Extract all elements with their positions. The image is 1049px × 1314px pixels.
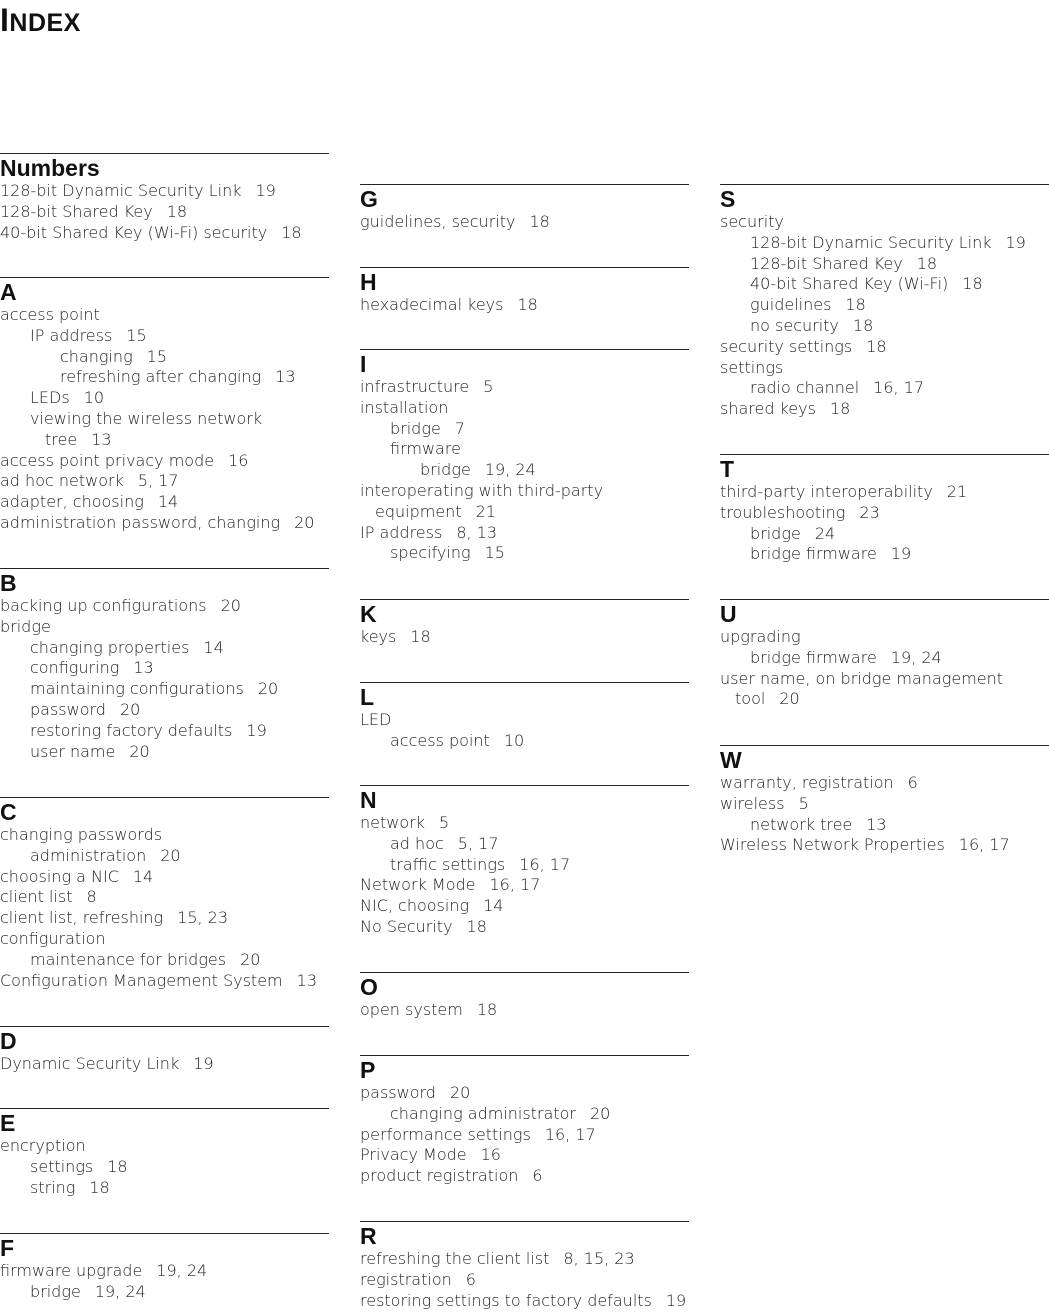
entry-term: firmware — [390, 439, 461, 459]
entry-pages: 6 — [907, 773, 918, 792]
index-entry — [360, 627, 689, 648]
index-entry — [360, 1249, 689, 1270]
index-entry — [720, 212, 1049, 233]
entry-term: NIC, choosing — [360, 896, 470, 916]
entry-term: bridge — [390, 418, 441, 438]
entry-term: bridge — [30, 1281, 81, 1301]
section-letter: I — [360, 351, 367, 377]
index-entry — [360, 813, 689, 834]
index-entry — [0, 388, 329, 409]
entry-term-continued: tree — [45, 429, 78, 449]
index-entry — [360, 731, 689, 752]
section-letter: A — [0, 279, 17, 305]
entry-term: changing — [60, 346, 133, 366]
entry-pages: 20 — [240, 949, 261, 969]
index-entry — [720, 316, 1049, 337]
index-entry — [360, 439, 689, 460]
index-entry — [720, 524, 1049, 545]
index-entry — [360, 1104, 689, 1125]
index-entry — [720, 815, 1049, 836]
entry-term: guidelines, security — [360, 212, 516, 231]
index-entry — [720, 835, 1049, 856]
index-entry — [0, 929, 329, 950]
entry-term-continued: tool — [735, 689, 766, 709]
index-entry — [360, 377, 689, 398]
index-entry — [0, 471, 329, 492]
section-letter: G — [360, 186, 378, 212]
entry-term: Dynamic Security Link — [0, 1054, 180, 1073]
section-letter: Numbers — [0, 155, 100, 181]
entry-term: third-party interoperability — [720, 482, 933, 501]
entry-pages: 20 — [129, 741, 150, 761]
index-section — [720, 745, 1049, 856]
entry-pages: 16, 17 — [958, 835, 1010, 855]
entry-pages: 10 — [503, 730, 525, 750]
entry-pages: 18 — [517, 295, 538, 314]
entry-term: security — [720, 212, 784, 231]
entry-pages: 15 — [146, 346, 168, 366]
entry-pages: 20 — [589, 1103, 611, 1123]
index-entry — [0, 638, 329, 659]
entry-term: shared keys — [720, 399, 816, 419]
entry-term: 40-bit Shared Key (Wi-Fi) — [750, 274, 949, 294]
section-letter: L — [360, 684, 375, 710]
index-entry — [0, 679, 329, 700]
entry-pages: 21 — [946, 482, 968, 501]
index-entry — [360, 212, 689, 233]
index-section — [360, 1221, 689, 1311]
index-entry — [0, 658, 329, 679]
entry-pages: 7 — [454, 418, 465, 438]
index-entry — [360, 710, 689, 731]
index-entry — [0, 887, 329, 908]
entry-term: Privacy Mode — [360, 1145, 467, 1165]
entry-pages: 18 — [466, 916, 487, 936]
index-entry — [720, 233, 1049, 254]
index-entry — [360, 1270, 689, 1291]
index-section — [0, 797, 329, 991]
entry-term: security settings — [720, 336, 853, 356]
entry-term: IP address — [30, 325, 113, 345]
index-section — [720, 184, 1049, 420]
index-entry — [360, 1291, 689, 1312]
entry-term: network tree — [750, 814, 853, 834]
index-entry — [720, 794, 1049, 815]
index-entry — [360, 481, 689, 523]
index-entry — [360, 460, 689, 481]
section-letter: W — [720, 747, 742, 773]
entry-term: bridge — [420, 460, 471, 480]
entry-term: traffic settings — [390, 854, 506, 874]
index-entry — [0, 223, 329, 244]
entry-pages: 5 — [798, 793, 809, 813]
entry-term: firmware upgrade — [0, 1261, 143, 1280]
entry-term: adapter, choosing — [0, 492, 144, 512]
entry-term: settings — [30, 1156, 94, 1176]
index-entry — [0, 950, 329, 971]
index-section — [360, 349, 689, 564]
entry-pages: 19 — [255, 181, 276, 200]
index-entry — [720, 669, 1049, 711]
entry-pages: 5 — [438, 813, 450, 832]
entry-term: wireless — [720, 793, 785, 813]
entry-term: Configuration Management System — [0, 970, 283, 990]
index-entry — [0, 1178, 329, 1199]
index-section — [360, 682, 689, 752]
entry-term: refreshing the client list — [360, 1249, 550, 1268]
index-entry — [360, 896, 689, 917]
section-letter: E — [0, 1110, 16, 1136]
entry-term: administration password, changing — [0, 512, 281, 532]
entry-pages: 20 — [294, 512, 315, 532]
entry-pages: 14 — [157, 492, 179, 512]
index-entry — [0, 492, 329, 513]
entry-term: viewing the wireless network — [30, 408, 263, 428]
index-entry — [360, 855, 689, 876]
page-title — [0, 2, 81, 41]
entry-pages: 16 — [228, 450, 249, 470]
index-entry — [360, 875, 689, 896]
section-letter: H — [360, 269, 377, 295]
index-section — [0, 568, 329, 762]
entry-pages: 19 — [193, 1054, 214, 1073]
entry-pages: 19, 24 — [484, 460, 536, 480]
section-letter: C — [0, 799, 17, 825]
entry-pages: 18 — [410, 627, 431, 646]
entry-term: installation — [360, 397, 449, 417]
entry-term: bridge firmware — [750, 647, 877, 667]
entry-pages: 18 — [852, 315, 874, 335]
entry-pages: 5, 17 — [457, 833, 499, 853]
index-entry — [720, 544, 1049, 565]
index-entry — [720, 274, 1049, 295]
entry-pages: 20 — [257, 679, 279, 699]
entry-term: hexadecimal keys — [360, 295, 504, 314]
entry-pages: 19, 24 — [890, 647, 942, 667]
index-entry — [0, 742, 329, 763]
entry-term: changing administrator — [390, 1103, 576, 1123]
entry-pages: 16, 17 — [519, 854, 571, 874]
index-section — [0, 1233, 329, 1303]
entry-pages: 14 — [483, 896, 504, 916]
index-section — [0, 1026, 329, 1075]
entry-term: open system — [360, 1000, 463, 1019]
index-entry — [360, 1125, 689, 1146]
section-letter: N — [360, 787, 377, 813]
entry-term: product registration — [360, 1166, 519, 1186]
entry-pages: 18 — [107, 1156, 128, 1176]
entry-term: radio channel — [750, 378, 860, 398]
entry-term: client list — [0, 887, 73, 907]
index-entry — [360, 523, 689, 544]
index-section — [0, 1108, 329, 1198]
entry-term: password — [360, 1083, 436, 1102]
entry-term: password — [30, 699, 106, 719]
entry-term: access point privacy mode — [0, 450, 215, 470]
entry-pages: 16 — [480, 1145, 501, 1165]
index-entry — [720, 358, 1049, 379]
title-initial: I — [0, 2, 10, 38]
index-entry — [360, 419, 689, 440]
entry-pages: 14 — [203, 637, 224, 657]
index-section — [0, 277, 329, 534]
entry-pages: 13 — [133, 658, 154, 678]
entry-term: choosing a NIC — [0, 866, 119, 886]
entry-term: restoring factory defaults — [30, 720, 233, 740]
section-letter: B — [0, 570, 17, 596]
index-entry — [0, 1282, 329, 1303]
entry-pages: 14 — [132, 866, 154, 886]
entry-term: backing up configurations — [0, 596, 207, 615]
index-entry — [360, 543, 689, 564]
index-entry — [0, 971, 329, 992]
index-section — [0, 153, 329, 243]
entry-pages: 16, 17 — [873, 378, 925, 398]
index-entry — [0, 700, 329, 721]
entry-term: configuring — [30, 658, 120, 678]
entry-term: IP address — [360, 522, 443, 542]
entry-term: 128-bit Dynamic Security Link — [0, 181, 242, 200]
entry-term: ad hoc network — [0, 471, 124, 491]
entry-term: settings — [720, 357, 784, 377]
entry-pages: 19, 24 — [156, 1261, 208, 1280]
index-entry — [0, 181, 329, 202]
index-entry — [0, 513, 329, 534]
entry-pages: 19 — [890, 544, 912, 564]
index-entry — [0, 326, 329, 347]
title-rest: NDEX — [9, 9, 81, 37]
entry-pages: 15, 23 — [177, 908, 229, 928]
entry-pages: 15 — [484, 543, 505, 563]
entry-pages: 10 — [83, 388, 105, 408]
entry-pages: 19, 24 — [94, 1281, 146, 1301]
entry-pages: 16, 17 — [544, 1124, 596, 1144]
index-entry — [0, 367, 329, 388]
entry-pages: 20 — [220, 596, 241, 615]
index-entry — [0, 1136, 329, 1157]
section-letter: T — [720, 456, 735, 482]
entry-pages: 8, 15, 23 — [563, 1249, 635, 1268]
section-letter: F — [0, 1235, 15, 1261]
entry-term: encryption — [0, 1136, 86, 1155]
entry-pages: 18 — [866, 336, 887, 356]
entry-pages: 13 — [296, 970, 317, 990]
index-entry — [720, 378, 1049, 399]
index-entry — [360, 398, 689, 419]
section-letter: D — [0, 1028, 17, 1054]
entry-term: maintaining configurations — [30, 679, 244, 699]
entry-term: access point — [390, 730, 490, 750]
entry-pages: 6 — [465, 1269, 476, 1289]
entry-pages: 19 — [665, 1290, 687, 1310]
entry-term: string — [30, 1177, 76, 1197]
index-entry — [0, 347, 329, 368]
section-letter: U — [720, 601, 737, 627]
entry-term: LEDs — [30, 388, 70, 408]
entry-term: interoperating with third-party — [360, 480, 604, 500]
index-entry — [360, 1166, 689, 1187]
index-entry — [720, 648, 1049, 669]
entry-term: bridge firmware — [750, 544, 877, 564]
entry-term: LED — [360, 710, 392, 729]
entry-pages: 19 — [1005, 232, 1026, 252]
section-letter: S — [720, 186, 736, 212]
entry-pages: 15 — [126, 325, 147, 345]
entry-term: Wireless Network Properties — [720, 835, 945, 855]
entry-pages: 18 — [89, 1177, 110, 1197]
entry-term: no security — [750, 315, 839, 335]
entry-term: No Security — [360, 916, 453, 936]
index-entry — [720, 627, 1049, 648]
section-letter: P — [360, 1057, 376, 1083]
entry-pages: 18 — [476, 1000, 498, 1019]
entry-term: bridge — [750, 523, 801, 543]
index-entry — [0, 1054, 329, 1075]
index-entry — [360, 295, 689, 316]
index-entry — [0, 617, 329, 638]
entry-term: 40-bit Shared Key (Wi-Fi) security — [0, 222, 268, 242]
entry-term: bridge — [0, 616, 51, 636]
index-entry — [360, 1083, 689, 1104]
entry-pages: 5 — [483, 377, 494, 396]
entry-term: 128-bit Shared Key — [0, 201, 153, 221]
entry-pages: 23 — [859, 502, 880, 522]
index-entry — [0, 1261, 329, 1282]
entry-term: warranty, registration — [720, 773, 894, 792]
index-entry — [0, 908, 329, 929]
entry-pages: 20 — [160, 845, 181, 865]
entry-term: changing passwords — [0, 825, 163, 844]
index-entry — [720, 399, 1049, 420]
index-entry — [360, 834, 689, 855]
section-letter: K — [360, 601, 377, 627]
entry-term: 128-bit Dynamic Security Link — [750, 232, 992, 252]
entry-term: performance settings — [360, 1124, 531, 1144]
index-section — [360, 972, 689, 1021]
index-section — [360, 1055, 689, 1187]
index-section — [360, 267, 689, 316]
entry-pages: 6 — [532, 1166, 543, 1186]
entry-term: client list, refreshing — [0, 908, 164, 928]
entry-term: administration — [30, 845, 147, 865]
index-section — [360, 785, 689, 938]
entry-pages: 18 — [166, 201, 188, 221]
index-entry — [720, 482, 1049, 503]
index-entry — [720, 503, 1049, 524]
index-entry — [360, 1000, 689, 1021]
index-entry — [0, 451, 329, 472]
entry-pages: 18 — [281, 222, 302, 242]
index-entry — [720, 773, 1049, 794]
entry-pages: 8 — [86, 887, 97, 907]
entry-term: access point — [0, 305, 100, 324]
entry-term: changing properties — [30, 637, 190, 657]
entry-term: troubleshooting — [720, 502, 846, 522]
index-entry — [720, 337, 1049, 358]
index-entry — [0, 825, 329, 846]
entry-pages: 18 — [829, 399, 851, 419]
entry-term: guidelines — [750, 295, 832, 315]
entry-term: upgrading — [720, 627, 801, 646]
index-entry — [0, 721, 329, 742]
index-entry — [0, 867, 329, 888]
entry-term: refreshing after changing — [60, 367, 262, 387]
index-entry — [0, 202, 329, 223]
entry-pages: 16, 17 — [489, 875, 541, 895]
entry-pages: 20 — [119, 699, 141, 719]
entry-term: specifying — [390, 543, 471, 563]
entry-pages: 19 — [246, 720, 267, 740]
index-entry — [0, 596, 329, 617]
index-entry — [0, 846, 329, 867]
index-entry — [0, 1157, 329, 1178]
entry-pages: 18 — [845, 295, 866, 315]
entry-term: user name, on bridge management — [720, 668, 1004, 688]
index-entry — [0, 305, 329, 326]
entry-term: network — [360, 813, 425, 832]
index-section — [360, 184, 689, 233]
index-entry — [360, 1145, 689, 1166]
index-section — [360, 599, 689, 648]
index-entry — [720, 254, 1049, 275]
entry-pages: 18 — [916, 253, 938, 273]
entry-pages: 20 — [449, 1083, 471, 1102]
index-section — [720, 454, 1049, 565]
entry-pages: 21 — [475, 501, 496, 521]
entry-term: maintenance for bridges — [30, 949, 227, 969]
entry-pages: 24 — [814, 523, 836, 543]
entry-pages: 20 — [779, 689, 800, 709]
section-letter: R — [360, 1223, 377, 1249]
section-letter: O — [360, 974, 378, 1000]
entry-term: Network Mode — [360, 875, 476, 895]
entry-pages: 13 — [866, 814, 887, 834]
entry-pages: 18 — [529, 212, 550, 231]
index-entry — [0, 409, 329, 451]
entry-pages: 13 — [275, 367, 296, 387]
entry-term: infrastructure — [360, 377, 470, 396]
entry-term: restoring settings to factory defaults — [360, 1290, 652, 1310]
index-entry — [360, 917, 689, 938]
entry-term: ad hoc — [390, 833, 444, 853]
entry-pages: 5, 17 — [137, 471, 179, 491]
entry-pages: 18 — [962, 274, 983, 294]
entry-pages: 13 — [91, 429, 112, 449]
entry-term: registration — [360, 1269, 452, 1289]
index-section — [720, 599, 1049, 710]
entry-term: configuration — [0, 928, 106, 948]
entry-term: user name — [30, 741, 116, 761]
entry-term: keys — [360, 627, 397, 646]
entry-term-continued: equipment — [375, 501, 462, 521]
entry-term: 128-bit Shared Key — [750, 253, 903, 273]
index-entry — [720, 295, 1049, 316]
entry-pages: 8, 13 — [456, 522, 498, 542]
